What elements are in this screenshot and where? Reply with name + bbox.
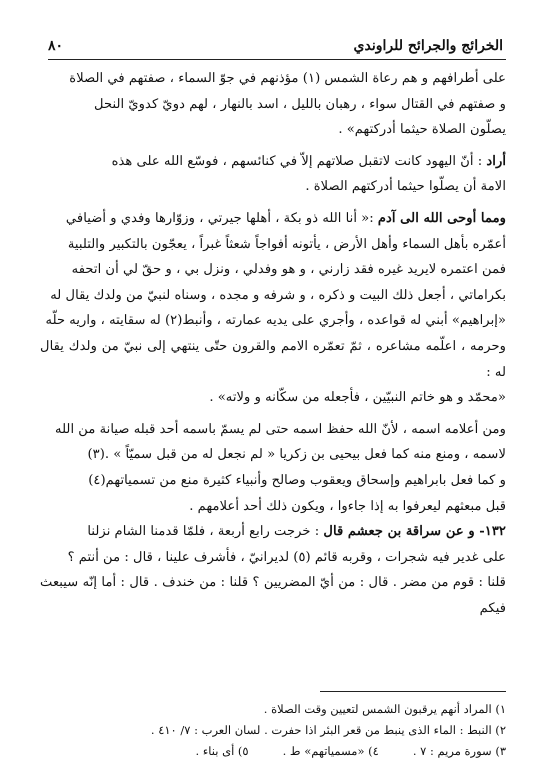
main-text	[40, 66, 506, 621]
text-line: ومن أعلامه اسمه ، لأنّ الله حفظ اسمه حتى لم يسمّ باسمه أحد قبله صيانة من الله	[55, 421, 506, 437]
text-run: : أنّ اليهود كانت لاتقبل صلاتهم إلاّ في كنائسهم ، فوسّع الله على هذه	[111, 153, 487, 169]
text-line: و كما فعل بابراهيم وإسحاق ويعقوب وصالح وأنبياء كثيرة منع من تسمياتهم(٤)	[88, 472, 506, 488]
page-number: ٨٠	[48, 38, 64, 54]
footnotes	[48, 699, 506, 762]
text-line: الامة أن يصلّوا حيثما أدركتهم الصلاة .	[305, 179, 506, 195]
text-line: «إبراهيم» أبني له قواعده ، وأجري على يديه عمارته ، وأنبط(٢) له سقايته ، واريه حلّه	[45, 313, 506, 329]
text-line: يصلّون الصلاة حيثما أدركتهم» .	[338, 122, 506, 138]
paragraph-lead: ومما أوحى الله الى آدم	[377, 210, 506, 226]
text-line: بكراماتي ، أجعل ذلك البيت و ذكره ، و شرفه و مجده ، وسناه لنبيّ من ولدك يقال له	[50, 287, 506, 303]
footnote-1: ١) المراد أنهم يرقبون الشمس لتعيين وقت الصلاة .	[263, 702, 506, 716]
footnote-row	[48, 741, 506, 762]
paragraph-2	[40, 149, 506, 200]
text-line: لاسمه ، ومنع منه كما فعل بيحيى بن زكريا « لم نجعل له من قبل سميّاً » .(٣)	[87, 447, 506, 463]
text-line: قلنا : قوم من مضر . قال : من أيّ المضريين ؟ قلنا : من خندف . قال : أما إنّه سيبعث فيكم	[40, 575, 506, 616]
footnote-rule	[320, 691, 506, 692]
paragraph-4	[40, 417, 506, 519]
text-line	[40, 519, 506, 545]
text-line: و صفتهم في القتال سواء ، رهبان بالليل ، اسد بالنهار ، لهم دويّ كدويّ النحل	[94, 96, 506, 112]
text-line: على أطرافهم و هم رعاة الشمس (١) مؤذنهم في جوّ السماء ، صفتهم في الصلاة	[69, 71, 506, 86]
paragraph-1	[40, 66, 506, 143]
text-line: وحرمه ، اعلّمه مشاعره ، ثمّ تعمّره الامم والقرون حتّى ينتهي إلى نبيّ من ولدك يقال له :	[40, 338, 506, 380]
footnote-5: ٥) أى بناء .	[195, 744, 249, 758]
paragraph-3	[40, 206, 506, 411]
page-header	[48, 36, 503, 56]
text-run: :« أنا الله ذو بكة ، أهلها جيرتي ، وزوّارها وفدي و أضيافي	[65, 210, 378, 226]
footnote-3: ٣) سورة مريم : ٧ .	[412, 744, 506, 758]
text-line: قبل مبعثهم ليعرفوا به إذا جاءوا ، ويكون ذلك أحد أعلامهم .	[189, 498, 506, 514]
text-line: «محمّد و هو خاتم النبيّين ، فأجعله من سكّانه و ولاته» .	[209, 390, 506, 406]
paragraph-lead: ١٣٢- و عن سراقة بن جعشم قال	[323, 524, 506, 540]
text-line: على غدير فيه شجرات ، وقربه قائم (٥) لديرانيّ ، فأشرف علينا ، قال : من أنتم ؟	[67, 549, 506, 565]
paragraph-5	[40, 519, 506, 621]
text-line	[40, 206, 506, 232]
header-rule	[48, 59, 506, 60]
text-line: أعمّره بأهل السماء وأهل الأرض ، يأتونه أفواجاً شعثاً غبراً ، يعجّون بالتكبير والتلبية	[67, 236, 506, 252]
text-line: فمن اعتمره لايريد غيره فقد زارني ، و هو وفدلي ، ونزل بي ، و حقّ لي أن اتحفه	[71, 262, 506, 278]
text-run: : خرجت رابع أربعة ، فلمّا قدمنا الشام نزلنا	[87, 524, 324, 540]
footnote-2: ٢) النبط : الماء الذى ينبط من قعر البئر اذا حفرت . لسان العرب : ٧/ ٤١٠ .	[150, 723, 506, 737]
text-line	[40, 149, 506, 175]
footnote-4: ٤) «مسمياتهم» ط .	[282, 744, 379, 758]
paragraph-lead: أراد	[486, 153, 506, 169]
book-title: الخرائج والجرائح للراوندي	[353, 38, 503, 54]
